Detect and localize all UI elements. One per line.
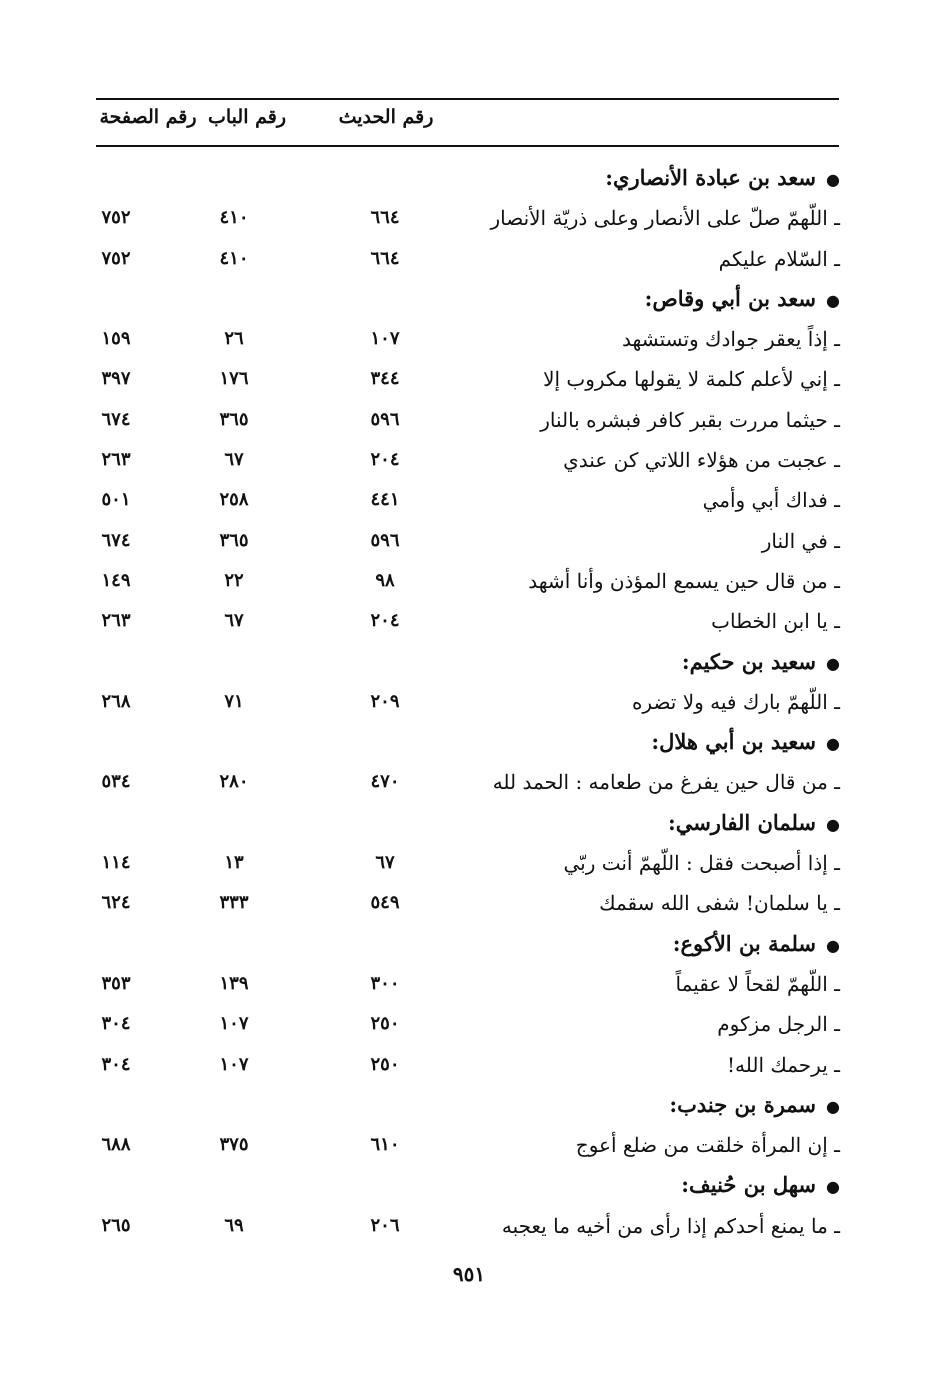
hadith-text: ـ اللّهمّ بارك فيه ولا تضره xyxy=(631,689,840,714)
hadith-text: ـ إن المرأة خلقت من ضلع أعوج xyxy=(575,1133,840,1158)
narrator-name xyxy=(669,1085,840,1125)
hadith-entry xyxy=(0,762,948,802)
header-page-number: رقم الصفحة xyxy=(99,106,197,128)
chapter-number: ١٠٧ xyxy=(219,1053,249,1075)
bullet-icon: ● xyxy=(826,814,840,834)
narrator-heading xyxy=(0,924,948,964)
chapter-number: ٤١٠ xyxy=(219,247,249,269)
hadith-text: ـ ما يمنع أحدكم إذا رأى من أخيه ما يعجبه xyxy=(501,1213,840,1238)
hadith-entry xyxy=(0,883,948,923)
narrator-name xyxy=(673,924,840,964)
hadith-number: ٩٨ xyxy=(375,569,395,591)
chapter-number: ٦٧ xyxy=(224,610,244,632)
bullet-icon: ● xyxy=(826,653,840,673)
chapter-number: ١٧٦ xyxy=(219,368,249,390)
narrator-name xyxy=(682,642,840,682)
hadith-text: ـ اللّهمّ لقحاً لا عقيماً xyxy=(675,971,840,996)
hadith-number: ٥٩٦ xyxy=(370,408,400,430)
hadith-entry xyxy=(0,1125,948,1165)
page-reference: ٢٦٥ xyxy=(101,1214,131,1236)
hadith-entry xyxy=(0,561,948,601)
hadith-number: ٦٦٤ xyxy=(370,207,400,229)
hadith-entry xyxy=(0,682,948,722)
chapter-number: ٣٦٥ xyxy=(219,529,249,551)
hadith-text: ـ السّلام عليكم xyxy=(718,246,840,271)
hadith-number: ٢٥٠ xyxy=(370,1053,400,1075)
hadith-text: ـ يا سلمان! شفى الله سقمك xyxy=(599,891,840,916)
chapter-number: ٣٣٣ xyxy=(219,892,249,914)
narrator-name-text: سهل بن حُنيف: xyxy=(681,1172,817,1198)
hadith-number: ١٠٧ xyxy=(370,328,400,350)
narrator-name-text: سعد بن عبادة الأنصاري: xyxy=(605,165,817,190)
hadith-text: ـ إذاً يعقر جوادك وتستشهد xyxy=(622,327,840,352)
hadith-entry xyxy=(0,319,948,359)
hadith-text: ـ اللّهمّ صلّ على الأنصار وعلى ذريّة الأنصار xyxy=(490,206,840,231)
chapter-number: ٢٦ xyxy=(224,328,244,350)
hadith-number: ٥٤٩ xyxy=(370,892,400,914)
page-number: ٩٥١ xyxy=(452,1262,486,1286)
hadith-entry xyxy=(0,521,948,561)
header-chapter-number: رقم الباب xyxy=(208,106,286,128)
top-rule xyxy=(96,98,839,100)
page-reference: ٦٨٨ xyxy=(101,1134,131,1156)
narrator-name xyxy=(651,722,840,762)
hadith-number: ٦١٠ xyxy=(370,1134,400,1156)
hadith-number: ٢٥٠ xyxy=(370,1013,400,1035)
narrator-name xyxy=(645,279,840,319)
narrator-name-text: سعيد بن حكيم: xyxy=(681,648,817,674)
chapter-number: ٢٢ xyxy=(224,569,244,591)
bullet-icon: ● xyxy=(826,935,840,955)
hadith-text: ـ يرحمك الله! xyxy=(727,1052,840,1077)
page-reference: ٥٠١ xyxy=(101,489,131,511)
chapter-number: ٦٩ xyxy=(224,1214,244,1236)
hadith-number: ٢٠٤ xyxy=(370,610,400,632)
bullet-icon: ● xyxy=(826,1096,840,1116)
hadith-text: ـ حيثما مررت بقبر كافر فبشره بالنار xyxy=(540,407,840,432)
hadith-text: ـ في النار xyxy=(761,528,840,553)
narrator-name-text: سمرة بن جندب: xyxy=(669,1091,817,1117)
hadith-entry xyxy=(0,964,948,1004)
narrator-name-text: سعد بن أبي وقاص: xyxy=(644,285,817,311)
bullet-icon: ● xyxy=(826,170,840,189)
hadith-entry xyxy=(0,440,948,480)
hadith-number: ٦٧ xyxy=(375,852,395,874)
chapter-number: ١٠٧ xyxy=(219,1013,249,1035)
hadith-number: ٢٠٦ xyxy=(370,1214,400,1236)
hadith-text: ـ عجبت من هؤلاء اللاتي كن عندي xyxy=(563,448,840,473)
narrator-name xyxy=(681,1165,840,1205)
narrator-heading xyxy=(0,803,948,843)
narrator-heading xyxy=(0,1085,948,1125)
page-reference: ٦٢٤ xyxy=(101,892,131,914)
hadith-number: ٤٤١ xyxy=(370,489,400,511)
page-reference: ١٤٩ xyxy=(101,569,131,591)
page-reference: ٢٦٨ xyxy=(101,690,131,712)
page-reference: ٦٧٤ xyxy=(101,529,131,551)
hadith-text: ـ فداك أبي وأمي xyxy=(702,488,840,513)
hadith-entry xyxy=(0,601,948,641)
narrator-heading xyxy=(0,158,948,198)
hadith-number: ٢٠٤ xyxy=(370,449,400,471)
page-reference: ٣٠٤ xyxy=(101,1053,131,1075)
page-reference: ١٥٩ xyxy=(101,328,131,350)
hadith-text: ـ إني لأعلم كلمة لا يقولها مكروب إلا xyxy=(543,367,840,392)
page-reference: ٧٥٢ xyxy=(101,247,131,269)
bullet-icon: ● xyxy=(826,734,840,754)
chapter-number: ٣٧٥ xyxy=(219,1134,249,1156)
page-reference: ١١٤ xyxy=(101,852,131,874)
bullet-icon: ● xyxy=(826,290,840,310)
hadith-text: ـ من قال حين يسمع المؤذن وأنا أشهد xyxy=(528,568,840,593)
page-reference: ٥٣٤ xyxy=(101,771,131,793)
hadith-entry xyxy=(0,1004,948,1044)
hadith-number: ٤٧٠ xyxy=(370,771,400,793)
chapter-number: ١٣٩ xyxy=(219,972,249,994)
narrator-heading xyxy=(0,1165,948,1205)
page-reference: ٢٦٣ xyxy=(101,449,131,471)
narrator-name xyxy=(668,803,840,843)
hadith-text: ـ إذا أصبحت فقل : اللّهمّ أنت ربّي xyxy=(563,851,840,876)
page-reference: ٧٥٢ xyxy=(101,207,131,229)
page-reference: ٦٧٤ xyxy=(101,408,131,430)
narrator-name-text: سلمان الفارسي: xyxy=(667,809,817,835)
chapter-number: ٧١ xyxy=(224,690,244,712)
page-reference: ٢٦٣ xyxy=(101,610,131,632)
narrator-heading xyxy=(0,279,948,319)
page-reference: ٣٩٧ xyxy=(101,368,131,390)
hadith-text: ـ من قال حين يفرغ من طعامه : الحمد لله xyxy=(492,770,840,795)
hadith-entry xyxy=(0,843,948,883)
narrator-name xyxy=(605,158,840,198)
page-reference: ٣٠٤ xyxy=(101,1013,131,1035)
narrator-name-text: سلمة بن الأكوع: xyxy=(672,930,817,956)
chapter-number: ٣٦٥ xyxy=(219,408,249,430)
hadith-number: ٣٤٤ xyxy=(370,368,400,390)
chapter-number: ١٣ xyxy=(224,852,244,874)
hadith-number: ٥٩٦ xyxy=(370,529,400,551)
hadith-text: ـ الرجل مزكوم xyxy=(717,1012,840,1037)
hadith-entry xyxy=(0,1045,948,1085)
hadith-text: ـ يا ابن الخطاب xyxy=(711,609,840,634)
chapter-number: ٢٨٠ xyxy=(219,771,249,793)
hadith-number: ٣٠٠ xyxy=(370,972,400,994)
chapter-number: ٢٥٨ xyxy=(219,489,249,511)
header-rule xyxy=(96,145,839,147)
narrator-name-text: سعيد بن أبي هلال: xyxy=(651,729,817,755)
hadith-entry xyxy=(0,400,948,440)
hadith-number: ٢٠٩ xyxy=(370,690,400,712)
hadith-entry xyxy=(0,239,948,279)
page-reference: ٣٥٣ xyxy=(101,972,131,994)
index-entries xyxy=(0,158,948,1246)
hadith-entry xyxy=(0,1206,948,1246)
header-hadith-number: رقم الحديث xyxy=(338,106,434,128)
narrator-heading xyxy=(0,642,948,682)
chapter-number: ٤١٠ xyxy=(219,207,249,229)
chapter-number: ٦٧ xyxy=(224,449,244,471)
hadith-entry xyxy=(0,480,948,520)
hadith-entry xyxy=(0,198,948,238)
narrator-heading xyxy=(0,722,948,762)
bullet-icon: ● xyxy=(826,1177,840,1197)
hadith-entry xyxy=(0,359,948,399)
hadith-number: ٦٦٤ xyxy=(370,247,400,269)
